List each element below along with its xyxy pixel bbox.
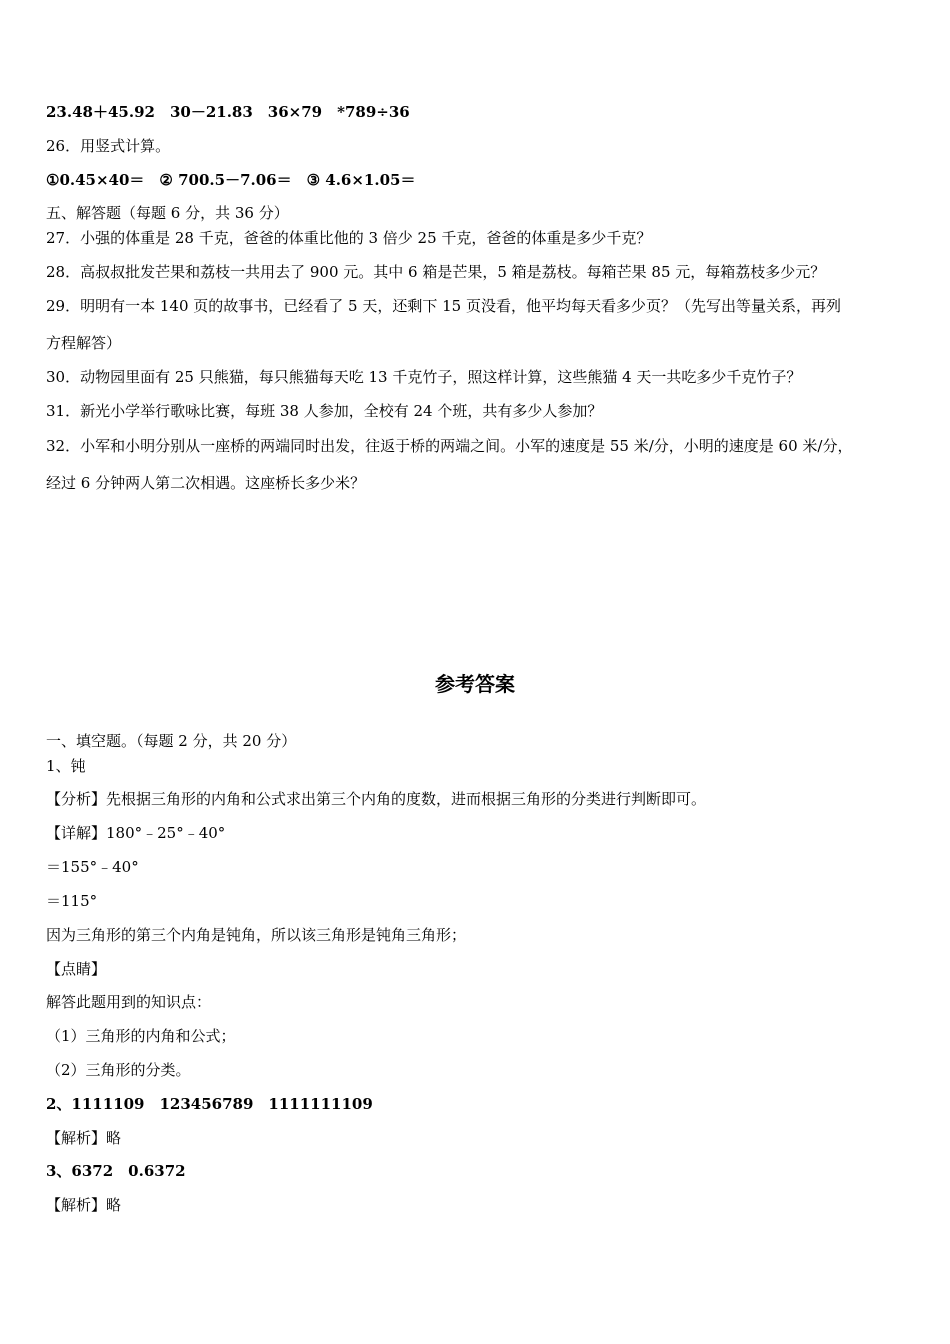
question-28: 28．高叔叔批发芒果和荔枝一共用去了 900 元。其中 6 箱是芒果，5 箱是荔枝。每箱芒果 85 元，每箱荔枝多少元？ <box>46 263 826 281</box>
section-5-heading: 五、解答题（每题 6 分，共 36 分） <box>46 204 289 222</box>
answer-1: 1、钝 <box>46 757 86 775</box>
question-32: 32．小军和小明分别从一座桥的两端同时出发，往返于桥的两端之间。小军的速度是 55 米/分，小明的速度是 60 米/分， <box>46 437 853 455</box>
question-32-cont: 经过 6 分钟两人第二次相遇。这座桥长多少米？ <box>46 474 366 492</box>
question-29-cont: 方程解答） <box>46 334 122 352</box>
question-26: 26．用竖式计算。 <box>46 137 171 155</box>
answer-1-detail: 【详解】180°﹣25°﹣40° <box>46 824 226 842</box>
question-26-items: ①0.45×40＝ ② 700.5－7.06＝ ③ 4.6×1.05＝ <box>46 171 416 189</box>
answer-1-step-2: ＝115° <box>46 892 98 910</box>
answer-1-analysis: 【分析】先根据三角形的内角和公式求出第三个内角的度数，进而根据三角形的分类进行判断即可。 <box>46 790 707 808</box>
answers-title: 参考答案 <box>435 672 515 696</box>
answer-1-knowledge-1: （1）三角形的内角和公式； <box>46 1027 236 1045</box>
answer-1-conclusion: 因为三角形的第三个内角是钝角，所以该三角形是钝角三角形； <box>46 926 467 944</box>
answers-section-1: 一、填空题。（每题 2 分，共 20 分） <box>46 732 297 750</box>
question-29: 29．明明有一本 140 页的故事书，已经看了 5 天，还剩下 15 页没看，他平均每天看多少页？（先写出等量关系，再列 <box>46 297 841 315</box>
answer-3: 3、6372 0.6372 <box>46 1162 186 1180</box>
answer-1-step-1: ＝155°﹣40° <box>46 858 139 876</box>
answer-3-analysis: 【解析】略 <box>46 1196 122 1214</box>
calc-row: 23.48＋45.92 30－21.83 36×79 *789÷36 <box>46 103 410 121</box>
answer-1-knowledge-2: （2）三角形的分类。 <box>46 1061 191 1079</box>
question-27: 27．小强的体重是 28 千克，爸爸的体重比他的 3 倍少 25 千克，爸爸的体重是多少千克？ <box>46 229 652 247</box>
question-30: 30．动物园里面有 25 只熊猫，每只熊猫每天吃 13 千克竹子，照这样计算，这些熊猫 4 天一共吃多少千克竹子？ <box>46 368 802 386</box>
question-31: 31．新光小学举行歌咏比赛，每班 38 人参加，全校有 24 个班，共有多少人参加？ <box>46 402 603 420</box>
answer-2: 2、1111109 123456789 1111111109 <box>46 1095 373 1113</box>
answer-1-point: 【点睛】 <box>46 960 107 978</box>
answer-1-knowledge: 解答此题用到的知识点： <box>46 993 212 1011</box>
answer-2-analysis: 【解析】略 <box>46 1129 122 1147</box>
